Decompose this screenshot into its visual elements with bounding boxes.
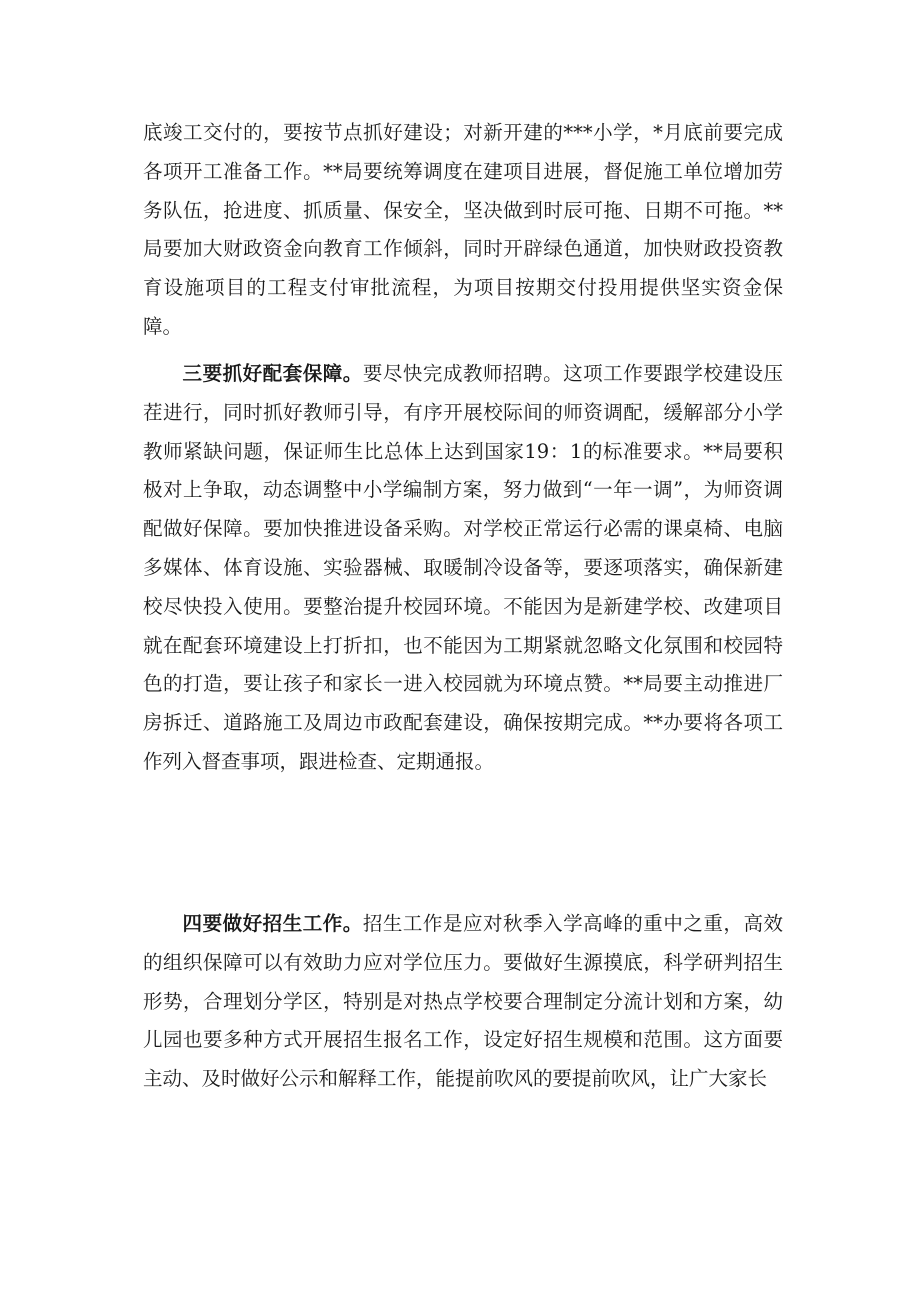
paragraph-supporting-guarantees: [143, 355, 783, 782]
paragraph-3-lead-heading: 四要做好招生工作。: [182, 912, 363, 935]
paragraph-3-body: 招生工作是应对秋季入学高峰的重中之重，高效的组织保障可以有效助力应对学位压力。要做好生源摸底，科学研判招生形势，合理划分学区，特别是对热点学校要合理制定分流计划和方案，幼儿园也要多种方式开展招生报名工作，设定好招生规模和范围。这方面要主动、及时做好公示和解释工作，能提前吹风的要提前吹风，让广大家长: [143, 912, 783, 1091]
paragraph-1-body: 底竣工交付的，要按节点抓好建设；对新开建的***小学，*月底前要完成各项开工准备工作。**局要统筹调度在建项目进展，督促施工单位增加劳务队伍，抢进度、抓质量、保安全，坚决做到时辰可拖、日期不可拖。**局要加大财政资金向教育工作倾斜，同时开辟绿色通道，加快财政投资教育设施项目的工程支付审批流程，为项目按期交付投用提供坚实资金保障。: [143, 121, 783, 338]
paragraph-enrollment-work: [143, 905, 783, 1099]
paragraph-continuation: [143, 114, 783, 347]
paragraph-2-lead-heading: 三要抓好配套保障。: [182, 362, 363, 385]
paragraph-2-body: 要尽快完成教师招聘。这项工作要跟学校建设压茬进行，同时抓好教师引导，有序开展校际间的师资调配，缓解部分小学教师紧缺问题，保证师生比总体上达到国家19：1的标准要求。**局要积极对上争取，动态调整中小学编制方案，努力做到“一年一调”，为师资调配做好保障。要加快推进设备采购。对学校正常运行必需的课桌椅、电脑多媒体、体育设施、实验器械、取暖制冷设备等，要逐项落实，确保新建校尽快投入使用。要整治提升校园环境。不能因为是新建学校、改建项目就在配套环境建设上打折扣，也不能因为工期紧就忽略文化氛围和校园特色的打造，要让孩子和家长一进入校园就为环境点赞。**局要主动推进厂房拆迁、道路施工及周边市政配套建设，确保按期完成。**办要将各项工作列入督查事项，跟进检查、定期通报。: [143, 362, 783, 773]
